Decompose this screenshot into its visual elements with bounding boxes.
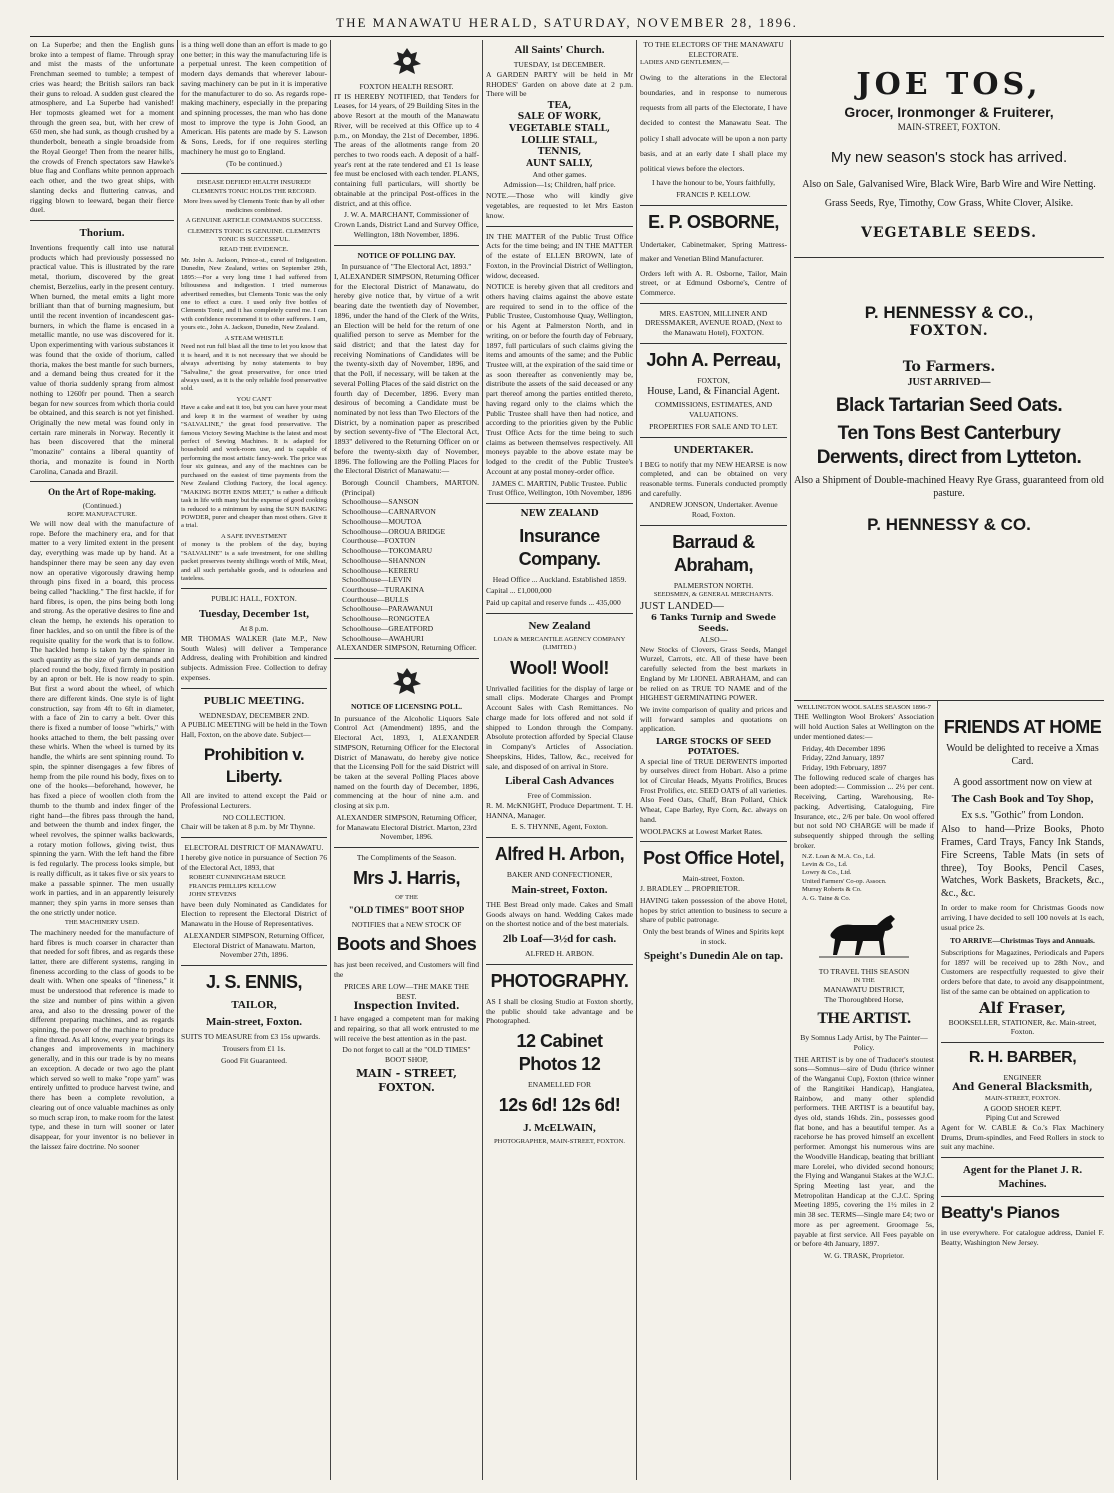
ad-headline: Barraud & Abraham,: [672, 531, 755, 575]
ad-date: WEDNESDAY, DECEMBER 2ND.: [198, 710, 310, 720]
polling-place: Schoolhouse—MOUTOA: [342, 516, 422, 526]
notice-text: I have the honour to be, Yours faithfully,: [651, 178, 776, 188]
column-6b: [941, 704, 1104, 1480]
ad-headline: 12 Cabinet Photos 12: [516, 1031, 603, 1075]
notice-heading: NOTICE OF LICENSING POLL.: [350, 701, 463, 711]
article-text: is a thing well done than an effort is made to go one better; in this way the manufacturing life is a perpetual unrest. The keen competition of modern days demands that wherever labour-saving machinery can be put in it is imperative for the manufacturer to do so. As regards rope-making machinery, especially in the preparing and spinning processes, the man who has done most to improve the type is John Good, an American. His patents are made by S. Lawson & Sons, Leeds, for if one requires sterling machinery he must go to England.: [181, 40, 327, 156]
ad-text: I BEG to notify that my NEW HEARSE is now completed, and can be obtained on very reasonable terms. Funerals conducted promptly and carefully.: [640, 459, 787, 498]
notice-heading: NOTICE OF POLLING DAY.: [357, 250, 456, 260]
royal-crest-icon: [387, 44, 427, 78]
ad-text: Trousers from £1 1s.: [222, 1043, 286, 1053]
ad-headline: My new season's stock has arrived.: [830, 148, 1068, 166]
ad-text: J. BRADLEY ... PROPRIETOR.: [640, 884, 740, 894]
ad-headline: JOE TOS,: [856, 67, 1042, 102]
ad-text: More lives saved by Clements Tonic than by all other medicines combined.: [183, 198, 325, 214]
ad-text: By Somnus Lady Artist, by The Painter—Policy.: [800, 1033, 928, 1052]
ad-text: NOTIFIES that a NEW STOCK OF: [351, 919, 462, 929]
notice-text: have been duly Nominated as Candidates for Election to represent the Electoral District of Manawatu in the House of Representatives.: [181, 899, 327, 929]
ad-headline: E. P. OSBORNE,: [648, 211, 779, 232]
notice-text: I hereby give notice in pursuance of Section 76 of the Electoral Act, 1893, that: [181, 852, 327, 872]
ad-subheading: "OLD TIMES" BOOT SHOP: [348, 905, 465, 916]
ad-text: Also a Shipment of Double-machined Heavy Rye Grass, guaranteed from old pasture.: [794, 474, 1104, 499]
ad-text: A good assortment now on view at: [953, 776, 1092, 788]
ad-headline: Alfred H. Arbon,: [494, 844, 625, 865]
notice-heading: FOXTON HEALTH RESORT.: [359, 82, 454, 91]
broker: Lowry & Co., Ltd.: [802, 869, 852, 877]
ad-text: MRS. EASTON, MILLINER AND DRESSMAKER, AVENUE ROAD, (Next to the Manawatu Hotel), FOXTON.: [645, 308, 782, 338]
ad-headline: Black Tartarian Seed Oats.: [835, 394, 1063, 416]
ad-text: Also to hand—Prize Books, Photo Frames, Card Trays, Fancy Ink Stands, Fire Screens, Table Mats (in sets of three), Toy Books, Pencil Cases, Watches, Work Baskets, Brackets, &c., &c., &c.: [941, 824, 1104, 900]
ad-text: And other games.: [532, 170, 587, 180]
column-5: [640, 40, 787, 1480]
ad-text: CLEMENTS TONIC IS GENUINE. CLEMENTS TONIC IS SUCCESSFUL.: [187, 227, 321, 243]
ad-headline: Post Office Hotel,: [642, 848, 785, 869]
polling-place: Courthouse—TURAKINA: [342, 584, 425, 594]
polling-place: Schoolhouse—SHANNON: [342, 555, 426, 565]
ad-text: A GOOD SHOER KEPT.: [983, 1103, 1062, 1113]
ad-headline: P. HENNESSY & CO.,: [864, 302, 1034, 322]
sale-date: Friday, 22nd January, 1897: [802, 753, 885, 763]
ad-text: OF THE: [395, 893, 418, 901]
section-heading: THE MACHINERY USED.: [64, 919, 140, 927]
column-rule: [937, 700, 938, 1480]
column-rule: [177, 40, 178, 1480]
polling-place: Schoolhouse—RONGOTEA: [342, 614, 431, 624]
ad-text: ANDREW JONSON, Undertaker. Avenue Road, Foxton.: [649, 500, 778, 520]
polling-place: Schoolhouse—PARAWANUI: [342, 604, 433, 614]
ad-text: Also on Sale, Galvanised Wire, Black Wire, Barb Wire and Wire Netting.: [802, 179, 1096, 190]
church-item: SALE OF WORK,: [517, 112, 602, 123]
ad-subheading: Grocer, Ironmonger & Fruiterer,: [844, 104, 1054, 121]
brokers-list: [794, 853, 934, 904]
ad-text: ENGINEER: [1003, 1072, 1042, 1082]
ad-text: JUST ARRIVED—: [907, 377, 991, 389]
ad-text: has just been received, and Customers will find the: [334, 960, 479, 980]
ad-heading: PUBLIC MEETING.: [203, 694, 305, 707]
notice-text: In pursuance of the Alcoholic Liquors Sale Control Act (Amendment) 1895, and the Electoral Act, 1893, I, ALEXANDER SIMPSON, Returning Officer for the Electoral District of Manawatu, do hereby give notice that the Licensing Poll for the said District will be taken at the several Polling Places above named on the fourth day of December, 1896, commencing at the hour of nine a.m. and closing at six p.m.: [334, 713, 479, 811]
ad-text: New Stocks of Clovers, Grass Seeds, Mangel Wurzel, Carrots, etc. All of these have been carefully selected from the best markets in England by Mr LIONEL ABRAHAM, and can be relied on as TRUE TO NAME and of the HIGHEST GERMINATING POWER.: [640, 644, 787, 703]
ad-text: SUITS TO MEASURE from £3 15s upwards.: [181, 1032, 321, 1042]
ad-subheading: LARGE STOCKS OF SEED POTATOES.: [655, 736, 772, 757]
column-rule: [482, 40, 483, 1480]
ad-heading: A STEAM WHISTLE: [224, 334, 284, 342]
notice-text: THE Wellington Wool Brokers' Association will hold Auction Sales at Wellington on the under mentioned dates:—: [794, 712, 934, 741]
divider: [794, 700, 1104, 701]
polling-place: Schoolhouse—TOKOMARU: [342, 546, 433, 556]
ad-text: ALFRED H. ARBON.: [525, 949, 594, 959]
ad-text: Good Fit Guaranteed.: [220, 1055, 287, 1065]
broker: Levin & Co., Ld.: [802, 860, 848, 868]
column-1: [30, 40, 174, 1480]
ad-text: ALSO—: [699, 634, 728, 644]
ad-text: in use everywhere. For catalogue address, Daniel F. Beatty, Washington New Jersey.: [941, 1228, 1104, 1247]
ad-heading: PUBLIC HALL, FOXTON.: [211, 594, 297, 604]
ad-subheading: 6 Tanks Turnip and Swede Seeds.: [650, 613, 777, 635]
notice-heading: TO THE ELECTORS OF THE MANAWATU ELECTORATE.: [643, 40, 784, 59]
ad-headline: Beatty's Pianos: [941, 1203, 1060, 1223]
notice-text: IN THE MATTER of the Public Trust Office Acts for the time being; and IN THE MATTER of the estate of ELLEN BROWN, late of Foxton, in the Provincial District of Wellington, widow, deceased.: [486, 231, 633, 280]
notice-signature: JAMES C. MARTIN, Public Trustee. Public Trust Office, Wellington, 10th November, 1896: [487, 478, 632, 498]
ad-text: A special line of TRUE DERWENTS imported by ourselves direct from Hobart. Also a prime lot of Circular Heads, Myatts Prolifics, Bruces Frost Prolifics, etc. SEED OATS of all varieties. Also Feed Oats, Chaff, Bran Pollard, Chick Wheat, Cape Barley, Rye Corn, &c. always on hand.: [640, 756, 787, 824]
ad-address: MAIN-STREET, FOXTON.: [897, 122, 1001, 133]
polling-place: Courthouse—BULLS: [342, 594, 409, 604]
ad-text: NOTE.—Those who will kindly give vegetables, are requested to let Mrs Easton know.: [486, 191, 633, 220]
ad-subheading: And General Blacksmith,: [952, 1082, 1093, 1094]
column-4: [486, 40, 633, 1480]
ad-text: Would be delighted to receive a Xmas Card.: [946, 743, 1099, 767]
ad-headline: Prohibition v. Liberty.: [203, 744, 305, 786]
sale-date: Friday, 19th February, 1897: [802, 763, 887, 773]
ad-text: THE Best Bread only made. Cakes and Small Goods always on hand. Wedding Cakes made on the shortest notice and of the best materials.: [486, 900, 633, 929]
ad-subheading: BAKER AND CONFECTIONER,: [506, 870, 613, 880]
ad-time: At 8 p.m.: [239, 624, 269, 634]
polling-place: Schoolhouse—SANSON: [342, 497, 419, 507]
ad-text: Chair will be taken at 8 p.m. by Mr Thynne.: [181, 822, 315, 832]
article-text: We will now deal with the manufacture of rope. Before the machinery era, and for that matter to a very limited extent in the present day, everything was made up by hand. At a handspinner there may be seen any day even now an operative vigorously drawing hemp through pins fixed in a board, this process being called "hackling." The first hackle, if for hard fibres, is open, the pins being both long and strong. As the operative desires to fine and clean the hemp, he extends his operation to finer hackles, and so on until the fibre is of the requisite quality for the work that is to follow. The hackled hemp is taken by the spinner in such quantity as the size of yarn demands and placed round the body, fixed firmly in position by an apron or belt. He is now ready to spin. But first a word about the wheel, of which there are different kinds. One style is of light construction, say from 4ft to 6ft in diameter, with a face of 2in to carry a belt. Over this there is fixed a number of loose "whirls," with hooks attached to them, the belt passing over these whirls. When the wheel is turned by its handle, the whirls are sent spinning round. To spin, the spinner disengages a few fibres of hemp from the pile round his body, fixes on to one of the hooks—beforehand, however, he has fixed a piece of woollen cloth from the thumb to the thumb and index finger of the right hand—the fibres pass through the hand, and between the thumb and index finger, the wheel revolves, the spinner walks backwards, a rotary motion follows, giving twist, thus spinning the yarn. With the left hand the fibre is fed regularly. The process looks simple, but is really difficult, as it takes five or six years to make a passable spinner. The men usually work in parties, and in an apparently leisurely manner; they spin yarns in more senses than the one strictly under notice.: [30, 518, 174, 917]
ad-text: The Thoroughbred Horse,: [824, 995, 904, 1004]
sale-date: Friday, 4th December 1896: [802, 743, 886, 753]
broker: N.Z. Loan & M.A. Co., Ld.: [802, 852, 875, 860]
ad-text: E. S. THYNNE, Agent, Foxton.: [511, 822, 608, 832]
ad-address: Main-street, Foxton.: [205, 1016, 303, 1029]
ad-text: SEEDSMEN, & GENERAL MERCHANTS.: [653, 590, 774, 598]
ad-headline: 2lb Loaf—3½d for cash.: [502, 933, 617, 946]
polling-places-list: [334, 478, 479, 643]
ad-text: In order to make room for Christmas Goods now arriving, I have decided to sell 100 novels at 1s each, usual price 2s.: [941, 903, 1104, 932]
ad-text: House, Land, & Financial Agent.: [647, 385, 780, 397]
ad-text: Agent for W. CABLE & Co.'s Flax Machinery Drums, Drum-spindles, and Feed Rollers in stock to suit any machine.: [941, 1123, 1104, 1152]
ad-text: Orders left with A. R. Osborne, Tailor, Main street, or at Edmund Osborne's, Centre of Commerce.: [640, 268, 787, 297]
ad-text: Have a cake and eat it too, but you can have your meat and keep it in the warmest of weather by using "SALVALINE," the great food preservative. The famous Victory Sewing Machine is the latest and most perfect of Sewing Machines. It is adapted for household and work-room use, and is capable of performing the most artistic fancy-work. The price was four six guineas, and any of the machines can be purchased on the easiest of time payments from the New Zealand Clothing Factory, the local agency. "MAKING BOTH ENDS MEET," is rather a difficult task in life with many but the expense of good cooking is reduced to a minimum by using the SUN BAKING POWDER, purer and cheaper than most others. Give it a trial.: [181, 404, 327, 530]
ad-subheading: Inspection Invited.: [353, 1001, 460, 1013]
church-item: VEGETABLE STALL,: [509, 123, 610, 134]
ad-text: A GENUINE ARTICLE COMMANDS SUCCESS.: [185, 217, 323, 225]
ad-text: Capital ... £1,000,000: [486, 586, 552, 596]
notice-text: NOTICE is hereby given that all creditors and others having claims against the above estate are required to send in to the office of the Public Trustee, Customhouse Quay, Wellington, or his Agent at Palmerston North, and in writing, on or before the fourth day of February, 1897, full particulars of such claims giving the items and amounts of the same; and the Public Trustee will, at the expiration of the said time or as soon thereafter as conveniently may be, distribute the assets of the said deceased or any part thereof among the parties entitled thereto, having regard only to the claims which the Public Trustee shall have then had notice, and according to the priorities given by the Public Trust Office Acts for the time being to such claims as between themselves respectively. All moneys payable to the above estate may be lodged to the credit of the Public Trustee's Account at any postal money-order office.: [486, 282, 633, 476]
article-subtitle: (Continued.): [82, 500, 122, 510]
church-item: LOLLIE STALL,: [521, 135, 598, 146]
ad-text: We invite comparison of quality and prices and will forward samples and quotations on application.: [640, 704, 787, 734]
ad-headline: THE ARTIST.: [817, 1009, 911, 1027]
ad-text: Unrivalled facilities for the display of large or small clips. Moderate Charges and Prompt Account Sales with Cash Remittances. No charge made for lots offered and not sold if shipped to London through the Company. Absolute protection afforded by Special Clause in Company's Articles of Association. Sheepskins, Hides, Tallow, &c., received for sale, and disposed of on arrival in Store.: [486, 683, 633, 771]
ad-date: TUESDAY, 1st DECEMBER.: [513, 60, 606, 70]
ad-text: I have engaged a competent man for making and repairing, so that all work entrusted to me will receive the best attention as in the past.: [334, 1014, 479, 1043]
notice-text: Owing to the alterations in the Electoral boundaries, and in response to numerous requests from all parts of the Electorate, I have decided to contest the Manawatu Seat. The policy I shall advocate will be upon a non party basis, and at an early date I shall place my political views before the electors.: [640, 72, 787, 173]
polling-place: Schoolhouse—KERERU: [342, 565, 419, 575]
ad-text: Head Office ... Auckland. Established 1859.: [492, 574, 627, 584]
ad-text: Do not forget to call at the "OLD TIMES" BOOT SHOP,: [342, 1045, 471, 1065]
notice-text: I, ALEXANDER SIMPSON, Returning Officer for the Electoral District of Manawatu, do hereby give notice that, by virtue of a writ bearing date the twentieth day of November, 1896, under the hand of the Clerk of the Writs, an Election will be held for the return of one qualified person to serve as Member for the said district; and that the latest day for receiving Nominations of Candidates will be the twenty-sixth day of November, 1896, and that the Poll, if necessary, will be taken at the several Polling Places of the said district on the fourth day of December, 1896. Every man desirous of becoming a Candidate must be nominated by not less than Two Electors of the District, by a nomination paper as prescribed by section seventy-five of "The Electoral Act, 1893" delivered to the Returning Officer on or before the twenty-sixth day of November, 1896. The following are the Polling Places for the Electoral District of Manawatu:—: [334, 271, 479, 476]
ad-address: Main-street, Foxton.: [682, 874, 745, 884]
notice-signature: FRANCIS P. KELLOW.: [676, 189, 751, 199]
column-6-top: [794, 40, 1104, 695]
ad-subheading: NEW ZEALAND: [520, 509, 599, 520]
continued-note: (To be continued.): [226, 158, 282, 168]
ad-text: Mr. John A. Jackson, Prince-st., cured of Indigestion. Dunedin, New Zealand, writes on September 29th, 1895:—For a very long time I had suffered from biliousness and indigestion. I tried numerous advertised remedies, but Clements Tonic was the only one to effect a cure. I used only five bottles of Clements Tonic, and it has completely cured me. I can with confidence recommend it to other sufferers. I am, yours etc., John A. Jackson, Dunedin, New Zealand.: [181, 256, 327, 332]
column-rule: [330, 40, 331, 1480]
ad-address: PHOTOGRAPHER, MAIN-STREET, FOXTON.: [494, 1138, 625, 1146]
ad-address: MAIN-STREET, FOXTON.: [984, 1095, 1061, 1103]
ad-text: HAVING taken possession of the above Hotel, hopes by strict attention to business to secure a share of public patronage.: [640, 895, 787, 925]
column-2: [181, 40, 327, 1480]
article-title: Thorium.: [79, 226, 125, 239]
ad-text: of money is the problem of the day, buying "SALVALINE" is a safe investment, for one shilling packet preserves twenty shillings worth of Milk, Meat, and all such perishable goods, and is odourless and tasteless.: [181, 541, 327, 583]
ad-headline: J. S. ENNIS,: [205, 971, 303, 992]
broker: Murray Roberts & Co.: [802, 886, 862, 894]
ad-text: PRICES ARE LOW—THE MAKE THE BEST.: [344, 981, 469, 1001]
ad-headline: Agent for the Planet J. R. Machines.: [962, 1164, 1083, 1191]
notice-signature: ALEXANDER SIMPSON, Returning Officer.: [336, 643, 477, 653]
ad-text: MR THOMAS WALKER (late M.P., New South Wales) will deliver a Temperance Address, dealing with Prohibition and kindred subjects. Admission Free. Collection to defray expenses.: [181, 633, 327, 682]
church-item: AUNT SALLY,: [526, 158, 593, 169]
section-heading: ROPE MANUFACTURE.: [67, 510, 137, 518]
ad-headline: Speight's Dunedin Ale on tap.: [643, 950, 784, 963]
column-3: [334, 40, 479, 1480]
polling-place: Schoolhouse—GREATFORD: [342, 623, 434, 633]
article-title: On the Art of Rope-making.: [48, 487, 156, 498]
ad-text: The Compliments of the Season.: [356, 853, 457, 863]
ad-address: Main-street, Foxton.: [511, 883, 608, 896]
ad-heading: TO TRAVEL THIS SEASON: [818, 967, 910, 977]
ad-text: Need not run full blast all the time to let you know that it is heard, and it is not necessary that we should be always advertising by noisy statements to buy "Salvaline," the great preservative, for once tried always used, as it is the only reliable food preservative sold.: [181, 343, 327, 393]
ad-headline: 12s 6d! 12s 6d!: [498, 1094, 621, 1115]
ad-headline: New Zealand: [528, 619, 591, 632]
ad-text: Only the best brands of Wines and Spirits kept in stock.: [642, 926, 785, 946]
ad-text: PROPERTIES FOR SALE AND TO LET.: [649, 421, 778, 431]
polling-place: Schoolhouse—AWAHURI: [342, 633, 424, 643]
ad-text: R. M. McKNIGHT, Produce Department. T. H. HANNA, Manager.: [486, 801, 633, 820]
notice-subheading: In pursuance of "The Electoral Act, 1893.": [341, 262, 472, 272]
ad-date: Tuesday, December 1st,: [199, 608, 309, 621]
candidate: JOHN STEVENS: [189, 891, 237, 899]
ad-text: WOOLPACKS at Lowest Market Rates.: [640, 826, 763, 836]
ad-text: Grass Seeds, Rye, Timothy, Cow Grass, White Clover, Alsike.: [824, 197, 1074, 209]
ad-text: Free of Commission.: [527, 791, 592, 801]
ad-headline: VEGETABLE SEEDS.: [861, 224, 1037, 241]
ad-text: NO COLLECTION.: [222, 812, 286, 822]
ad-headline: To Farmers.: [902, 359, 996, 376]
ad-text: BOOKSELLER, STATIONER, &c. Main-street, Foxton.: [948, 1017, 1097, 1037]
article-text: Inventions frequently call into use natural products which had previously possessed no practical value. This is illustrated by the rare metal, thorium, discovered by the great chemist, Berzelius, early in the present century. When burned, the metal emits a light more brilliant than that of burning magnesium, but until the recent invention of incandescent gas-burners, in which the flame is encased in a metallic mantle, no use was discovered for it. Upon experimenting with various substances it was found that the oxide of thorium, called thoria, makes the best mantle for such burners, and a demand being thus created for it the value of thoria suddenly sprang from almost nothing to 1260fr per pound. Then a search began for new sources from which thoria could be obtained, and this search is not yet finished. Originally the new metal was found only in certain rare minerals in Norway. Recently it has been discovered that the mineral "monazite" contains a liberal quantity of thoria, and monazite is found in North Carolina, Canada and Brazil.: [30, 243, 174, 476]
ad-subheading: FOXTON.: [909, 323, 989, 340]
ad-text: FOXTON,: [697, 375, 730, 385]
ad-text: READ THE EVIDENCE.: [219, 246, 289, 254]
candidate: ROBERT CUNNINGHAM BRUCE: [189, 874, 286, 882]
notice-heading: WELLINGTON WOOL SALES SEASON 1896-7: [797, 704, 931, 711]
ad-subheading: MANAWATU DISTRICT,: [823, 985, 905, 995]
ad-text: DISEASE DEFIED! HEALTH INSURED! CLEMENTS TONIC HOLDS THE RECORD.: [191, 179, 317, 195]
polling-place: Schoolhouse—LEVIN: [342, 575, 412, 585]
masthead: THE MANAWATU HERALD, SATURDAY, NOVEMBER 28, 1896.: [30, 10, 1104, 37]
ad-headline: All Saints' Church.: [514, 44, 605, 56]
ad-text: Piping Cut and Screwed: [985, 1113, 1060, 1123]
article-text: on La Superbe; and then the English guns broke into a tempest of flame. Through spray and mist the masts of the unfortunate Frenchman seemed to tumble; a tempest of cries was heard; the British sailors ran back their guns to reload. A sudden gust cleared the atmosphere, and La Superbe had vanished! Her topmosts gleamed wet for a moment through the green sea, but, with her crew of 650 men, she had sunk, as though crushed by a thunderbolt, beneath a single broadside from the Royal George! Then from the nearer hills, the crowds of French spectators saw Hawke's blue flag and Conflans white pennon approach each other, and the two great ships, with slanting decks and fluttering canvas, and rigging blown to leeward, began their fierce duel.: [30, 40, 174, 215]
ad-text: Paid up capital and reserve funds ... 435,000: [486, 598, 621, 608]
ad-subheading: LOAN & MERCANTILE AGENCY COMPANY (LIMITED.): [493, 635, 626, 652]
notice-heading: ELECTORAL DISTRICT OF MANAWATU.: [184, 843, 324, 853]
ad-subheading: The Cash Book and Toy Shop,: [951, 793, 1094, 806]
ad-text: Admission—1s; Children, half price.: [503, 179, 616, 189]
ad-text: THE ARTIST is by one of Traducer's stoutest sons—Somnus—sire of Dudu (thrice winner of the Wanganui Cup), Foxton (thrice winner of the Rangitikei Handicap), Hangiatea, Rainbow, and many other splendid performers. THE ARTIST is a beautiful bay, dyes old, stands 16hds. 2in., possesses good flat bone, and has a beautiful temper. As a racehorse he has proved himself an excellent performer. Amongst his numerous wins are the Woodville Handicap, beating that brilliant mare Lorelei, who divided second honours; the Flying and Wanganui Stakes at the W.J.C. Spring Meeting last year, and the Metropolitan Handicap at the C.J.C. Spring Meeting 1895, covering the 1½ miles in 2 min 38 sec. TERMS—Single mare £4; two or more as per agreement. Groomage 5s, payable at first service. All Fees payable on or before 4th January, 1897.: [794, 1054, 934, 1249]
sale-dates-list: [794, 744, 934, 773]
ad-subheading: J. McELWAIN,: [523, 1121, 596, 1134]
royal-crest-icon: [387, 664, 427, 698]
ad-text: Undertaker, Cabinetmaker, Spring Mattress-maker and Venetian Blind Manufacturer.: [640, 239, 787, 264]
broker: United Farmers' Co-op. Assocn.: [802, 877, 887, 885]
ad-heading: A SAFE INVESTMENT: [221, 532, 287, 540]
ad-address: FOXTON.: [378, 1080, 435, 1094]
church-item: TEA,: [547, 100, 572, 111]
column-6a: [794, 704, 934, 1480]
ad-headline: John A. Perreau,: [646, 349, 781, 370]
polling-place: Courthouse—FOXTON: [342, 536, 416, 546]
ad-headline: Ten Tons Best Canterbury Derwents, direct from Lytteton.: [816, 423, 1082, 469]
notice-signature: ALEXANDER SIMPSON, Returning Officer, for Manawatu Electoral District. Marton, 23rd November, 1896.: [336, 812, 477, 842]
ad-text: ENAMELLED FOR: [527, 1080, 592, 1090]
ad-text: COMMISSIONS, ESTIMATES, AND VALUATIONS.: [654, 400, 773, 420]
ad-text: A GARDEN PARTY will be held in Mr RHODES' Garden on above date at 2 p.m. There will be: [486, 69, 633, 99]
ad-text: AS I shall be closing Studio at Foxton shortly, the public should take advantage and be Photographed.: [486, 997, 633, 1026]
ad-headline: Insurance Company.: [518, 525, 601, 569]
ad-text: A PUBLIC MEETING will be held in the Town Hall, Foxton, on the above date. Subject—: [181, 720, 327, 740]
ad-headline: P. HENNESSY & CO.: [867, 515, 1031, 535]
notice-signature: J. W. A. MARCHANT, Commissioner of Crown Lands, District Land and Survey Office, Wellington, 18th November, 1896.: [334, 210, 479, 239]
ad-signature: W. G. TRASK, Proprietor.: [823, 1251, 905, 1260]
polling-place: Schoolhouse—OROUA BRIDGE: [342, 526, 446, 536]
ad-text: Ex s.s. "Gothic" from London.: [961, 809, 1084, 821]
article-text: The machinery needed for the manufacture of hard fibres is much coarser in character than that needed for soft fibres, and as regards these latter, there are different systems, ranging in fineness according to the class of goods to be dealt with. When one speaks of "fineness," it must be understood that reference is made to the size and number of pins within a given area, and also to the dressing power of the different preparing machines, and as regards spinning, the power of the machine to produce a fine thread. As all know, every year brings its changes and improvements in machinery generally, and in this our trade is by no means an exception. A decade or two ago the plant which served so well to make "rope yarn" was entirely unfitted to produce harvest twine, and there has been a complete revolution, a clearing out of once valuable machines as only so much scrap iron, to make room for the latest type, and these in turn will sooner or later disappear, for your inventor is no believer in the laissez faire doctrine. No sooner: [30, 927, 174, 1151]
ad-headline: UNDERTAKER.: [673, 443, 754, 456]
column-rule: [790, 40, 791, 1480]
ad-text: IN THE: [853, 976, 875, 984]
ad-heading: YOU CAN'T: [236, 395, 272, 403]
church-item: TENNIS,: [537, 147, 582, 158]
ad-text: All are invited to attend except the Paid or Professional Lecturers.: [181, 791, 327, 811]
ad-headline: Alf Fraser,: [978, 998, 1067, 1017]
ad-subheading: TO ARRIVE—Christmas Toys and Annuals.: [950, 936, 1095, 946]
column-rule: [636, 40, 637, 1480]
broker: A. G. Taine & Co.: [802, 894, 851, 902]
polling-place: Schoolhouse—CARNARVON: [342, 507, 436, 517]
ad-headline: Wool! Wool!: [510, 657, 609, 678]
ad-subheading: TAILOR,: [231, 999, 277, 1011]
notice-text: LADIES AND GENTLEMEN,—: [640, 59, 730, 67]
ad-text: Subscriptions for Magazines, Periodicals and Papers for 1897 will be received up to 28th Nov., and Customers are respectfully requested to give their orders before that date, to avoid any disappointment, list of the same can be obtained on application to: [941, 947, 1104, 996]
ad-headline: R. H. BARBER,: [968, 1049, 1077, 1067]
notice-text: IT IS HEREBY NOTIFIED, that Tenders for Leases, for 14 years, of 29 Building Sites in the above Resort at the mouth of the Manawatu River, will be received at this Office up to 4 p.m., on Monday, the 21st of December, 1896. The areas of the allotments range from 20 perches to two roods each. A deposit of a half-year's rent at the rate tendered and £1 1s lease fee must be enclosed with each tender. PLANS, containing full particulars, will shortly be obtainable at the principal Post-offices in the district, and at this office.: [334, 91, 479, 208]
candidate: FRANCIS PHILLIPS KELLOW: [189, 882, 277, 890]
ad-address: MAIN - STREET,: [356, 1066, 457, 1080]
ad-headline: PHOTOGRAPHY.: [490, 970, 629, 991]
ad-text: PALMERSTON NORTH.: [673, 580, 754, 590]
ad-headline: FRIENDS AT HOME: [943, 717, 1102, 737]
ad-headline: Boots and Shoes: [336, 934, 477, 955]
polling-place: Borough Council Chambers, MARTON. (Principal): [342, 478, 479, 497]
ad-subheading: Liberal Cash Advances: [505, 775, 614, 788]
ad-subheading: JUST LANDED—: [640, 600, 724, 613]
ad-headline: Mrs J. Harris,: [352, 867, 461, 888]
horse-icon: [819, 909, 909, 961]
candidate-list: [181, 874, 327, 899]
notice-text: The following reduced scale of charges has been adopted:— Commission ... 2½ per cent. Receiving, Carting, Warehousing, Re-packing, Advertising, Cataloguing, Fire Insurance, etc., 2/6 per bale. On wool offered but not sold NO CHARGE will be made if subsequently shipped through the selling broker.: [794, 772, 934, 850]
notice-signature: ALEXANDER SIMPSON, Returning Officer, Electoral District of Manawatu. Marton, November 27th, 1896.: [183, 930, 325, 960]
